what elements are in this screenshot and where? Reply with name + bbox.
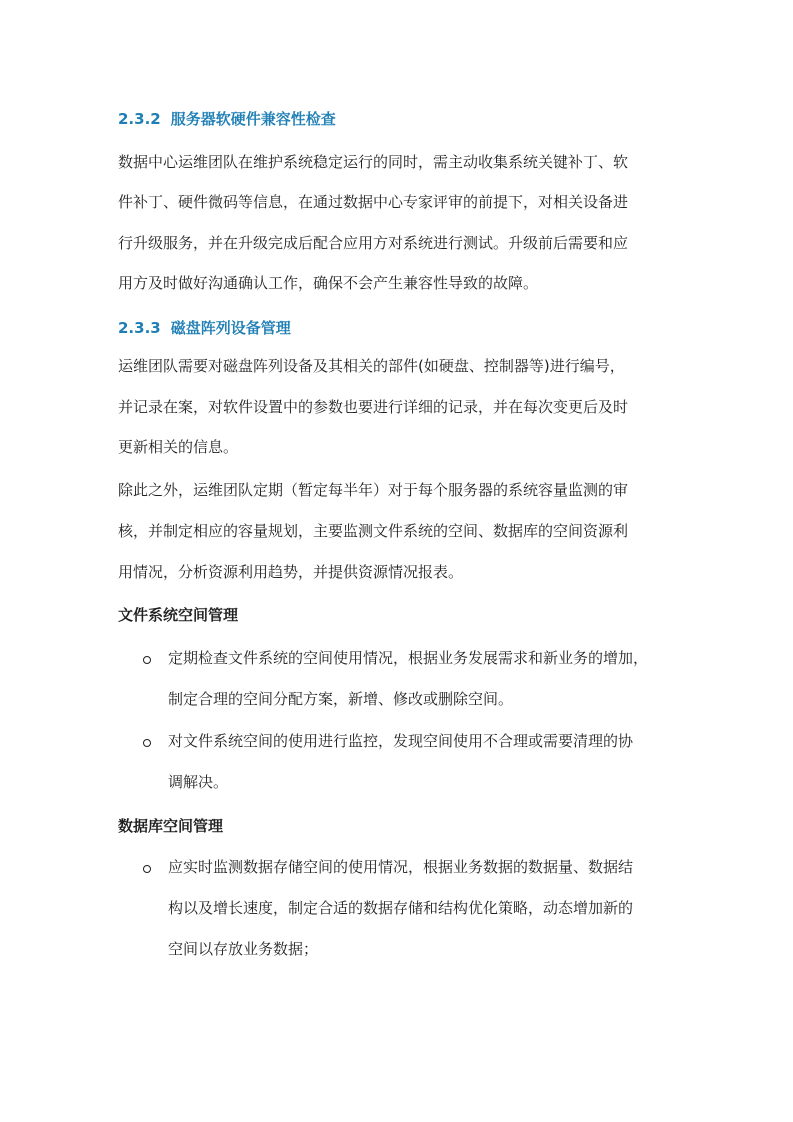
paragraph-line: 运维团队需要对磁盘阵列设备及其相关的部件(如硬盘、控制器等)进行编号， [118, 357, 625, 375]
circle-bullet-icon [143, 739, 151, 747]
section-title: 磁盘阵列设备管理 [170, 319, 291, 337]
list-item-line: 对文件系统空间的使用进行监控，发现空间使用不合理或需要清理的协 [168, 732, 634, 750]
paragraph-line: 用情况，分析资源利用趋势，并提供资源情况报表。 [118, 563, 464, 581]
list-item-line: 空间以存放业务数据； [168, 940, 319, 958]
circle-bullet-icon [143, 656, 151, 664]
paragraph-line: 行升级服务，并在升级完成后配合应用方对系统进行测试。升级前后需要和应 [118, 234, 629, 252]
paragraph-line: 用方及时做好沟通确认工作，确保不会产生兼容性导致的故障。 [118, 274, 539, 292]
paragraph-line: 除此之外，运维团队定期（暂定每半年）对于每个服务器的系统容量监测的审 [118, 481, 629, 499]
circle-bullet-icon [143, 865, 151, 873]
section-number: 2.3.2 [118, 110, 161, 128]
list-item-line: 定期检查文件系统的空间使用情况，根据业务发展需求和新业务的增加， [168, 649, 649, 667]
list-item-line: 应实时监测数据存储空间的使用情况，根据业务数据的数据量、数据结 [168, 858, 634, 876]
paragraph-line: 更新相关的信息。 [118, 438, 239, 456]
section-heading-2-3-3 [118, 317, 291, 338]
list-item-line: 调解决。 [168, 773, 229, 791]
subheading-fs-space: 文件系统空间管理 [118, 606, 239, 624]
section-heading-2-3-2 [118, 108, 336, 129]
section-title: 服务器软硬件兼容性检查 [170, 110, 336, 128]
subheading-db-space: 数据库空间管理 [118, 817, 224, 835]
section-number: 2.3.3 [118, 319, 161, 337]
paragraph-line: 并记录在案，对软件设置中的参数也要进行详细的记录，并在每次变更后及时 [118, 398, 629, 416]
list-item-line: 制定合理的空间分配方案，新增、修改或删除空间。 [168, 690, 514, 708]
paragraph-line: 件补丁、硬件微码等信息，在通过数据中心专家评审的前提下，对相关设备进 [118, 193, 629, 211]
list-item-line: 构以及增长速度，制定合适的数据存储和结构优化策略，动态增加新的 [168, 899, 634, 917]
paragraph-line: 核，并制定相应的容量规划，主要监测文件系统的空间、数据库的空间资源利 [118, 522, 629, 540]
paragraph-line: 数据中心运维团队在维护系统稳定运行的同时，需主动收集系统关键补丁、软 [118, 153, 629, 171]
